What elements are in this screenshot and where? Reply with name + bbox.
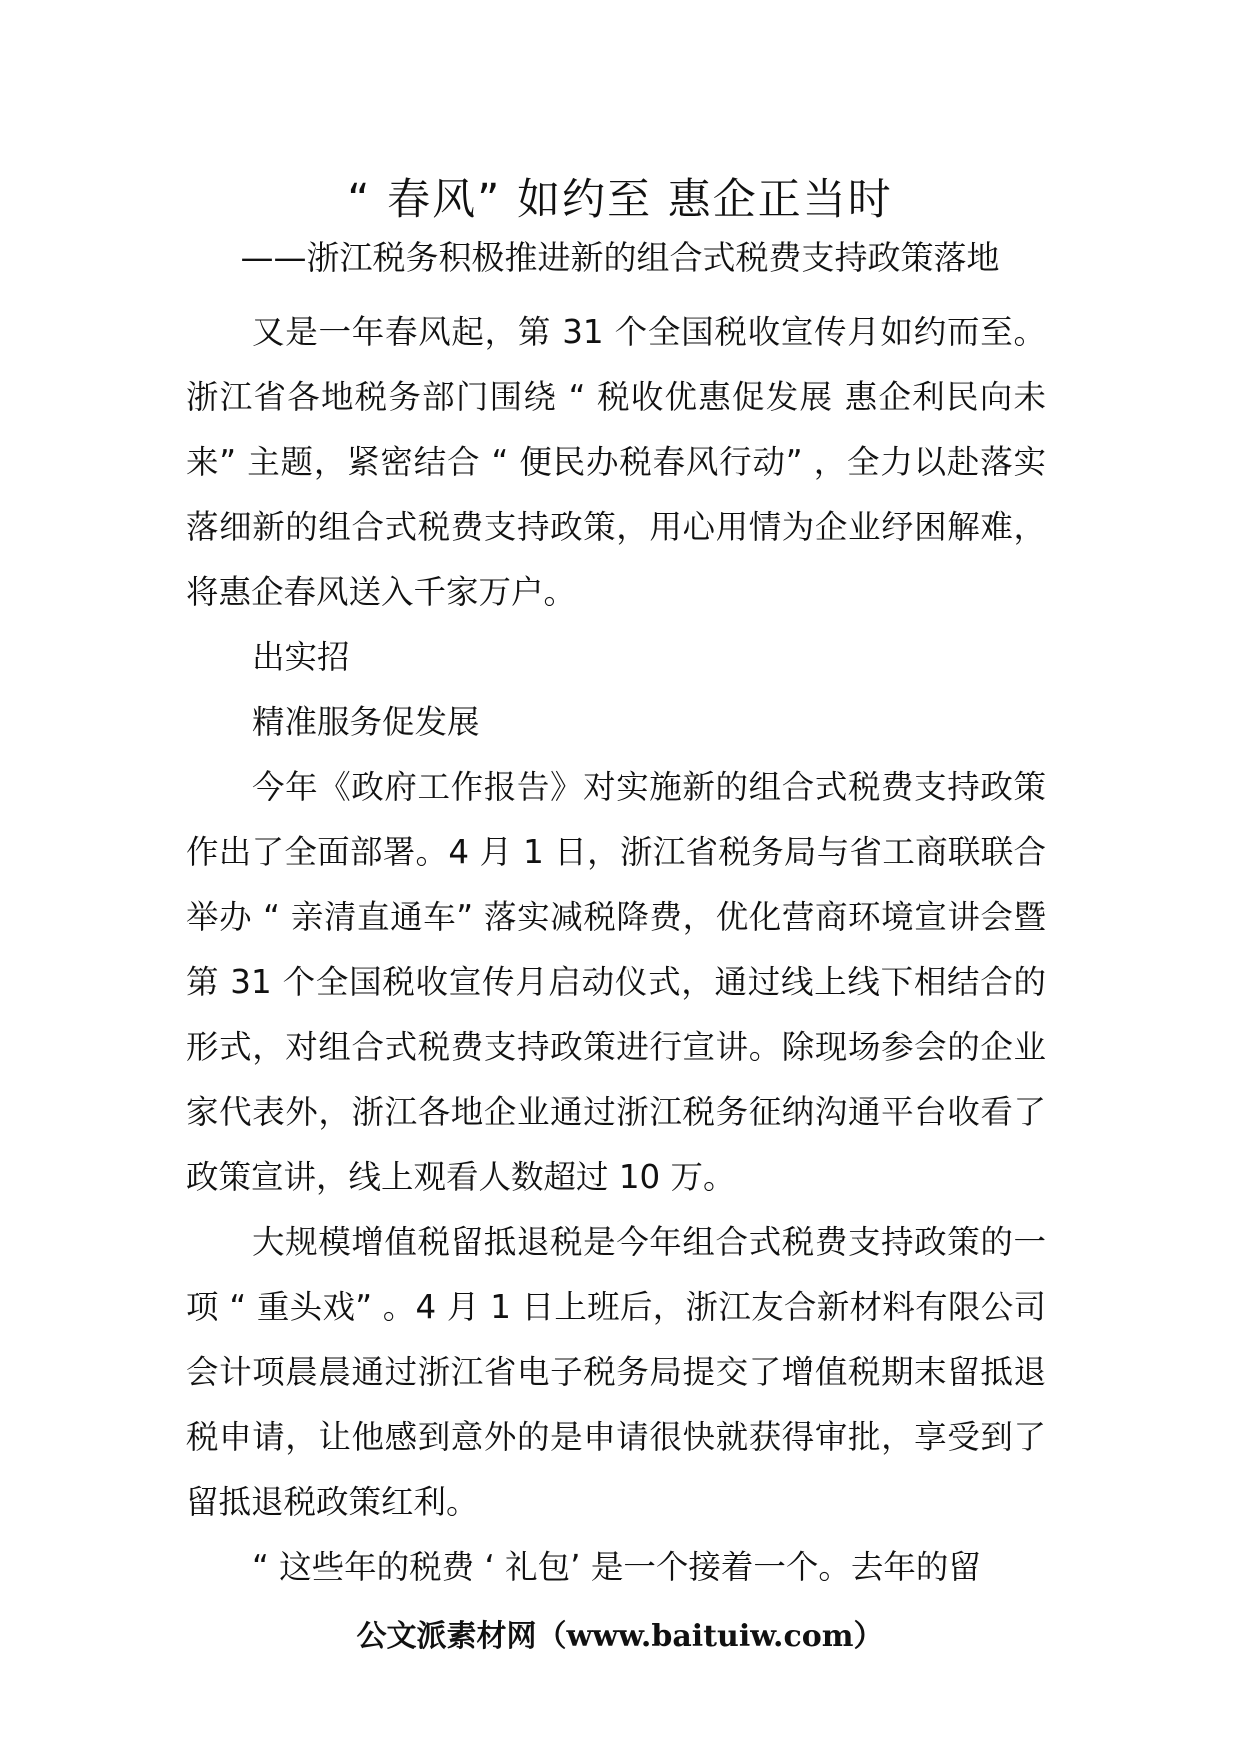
paragraph-vat-refund: 大规模增值税留抵退税是今年组合式税费支持政策的一项 “ 重头戏” 。4 月 1 日上班后，浙江友合新材料有限公司会计项晨晨通过浙江省电子税务局提交了增值税期末留抵退税申请，让他感到意外的是申请很快就获得审批，享受到了留抵退税政策红利。 [186,1223,1046,1521]
section-heading-2: 精准服务促发展 [252,703,480,741]
document-body [186,300,1046,1600]
paragraph-work-report: 今年《政府工作报告》对实施新的组合式税费支持政策作出了全面部署。4 月 1 日，浙江省税务局与省工商联联合举办 “ 亲清直通车” 落实减税降费，优化营商环境宣讲会暨第 31 个全国税收宣传月启动仪式，通过线上线下相结合的形式，对组合式税费支持政策进行宣讲。除现场参会的企业家代表外，浙江各地企业通过浙江税务征纳沟通平台收看了政策宣讲，线上观看人数超过 10 万。 [186,768,1046,1196]
section-heading-1: 出实招 [252,638,350,676]
document-subtitle: ——浙江税务积极推进新的组合式税费支持政策落地 [240,238,1000,277]
document-title: “ 春风” 如约至 惠企正当时 [347,175,893,225]
paragraph-quote: “ 这些年的税费 ‘ 礼包’ 是一个接着一个。去年的留 [252,1548,981,1586]
paragraph-intro: 又是一年春风起，第 31 个全国税收宣传月如约而至。浙江省各地税务部门围绕 “ 税收优惠促发展 惠企利民向未来” 主题，紧密结合 “ 便民办税春风行动” ，全力以赴落实落细新的组合式税费支持政策，用心用情为企业纾困解难，将惠企春风送入千家万户。 [186,313,1046,611]
footer-watermark: 公文派素材网（www.baituiw.com） [356,1619,884,1654]
